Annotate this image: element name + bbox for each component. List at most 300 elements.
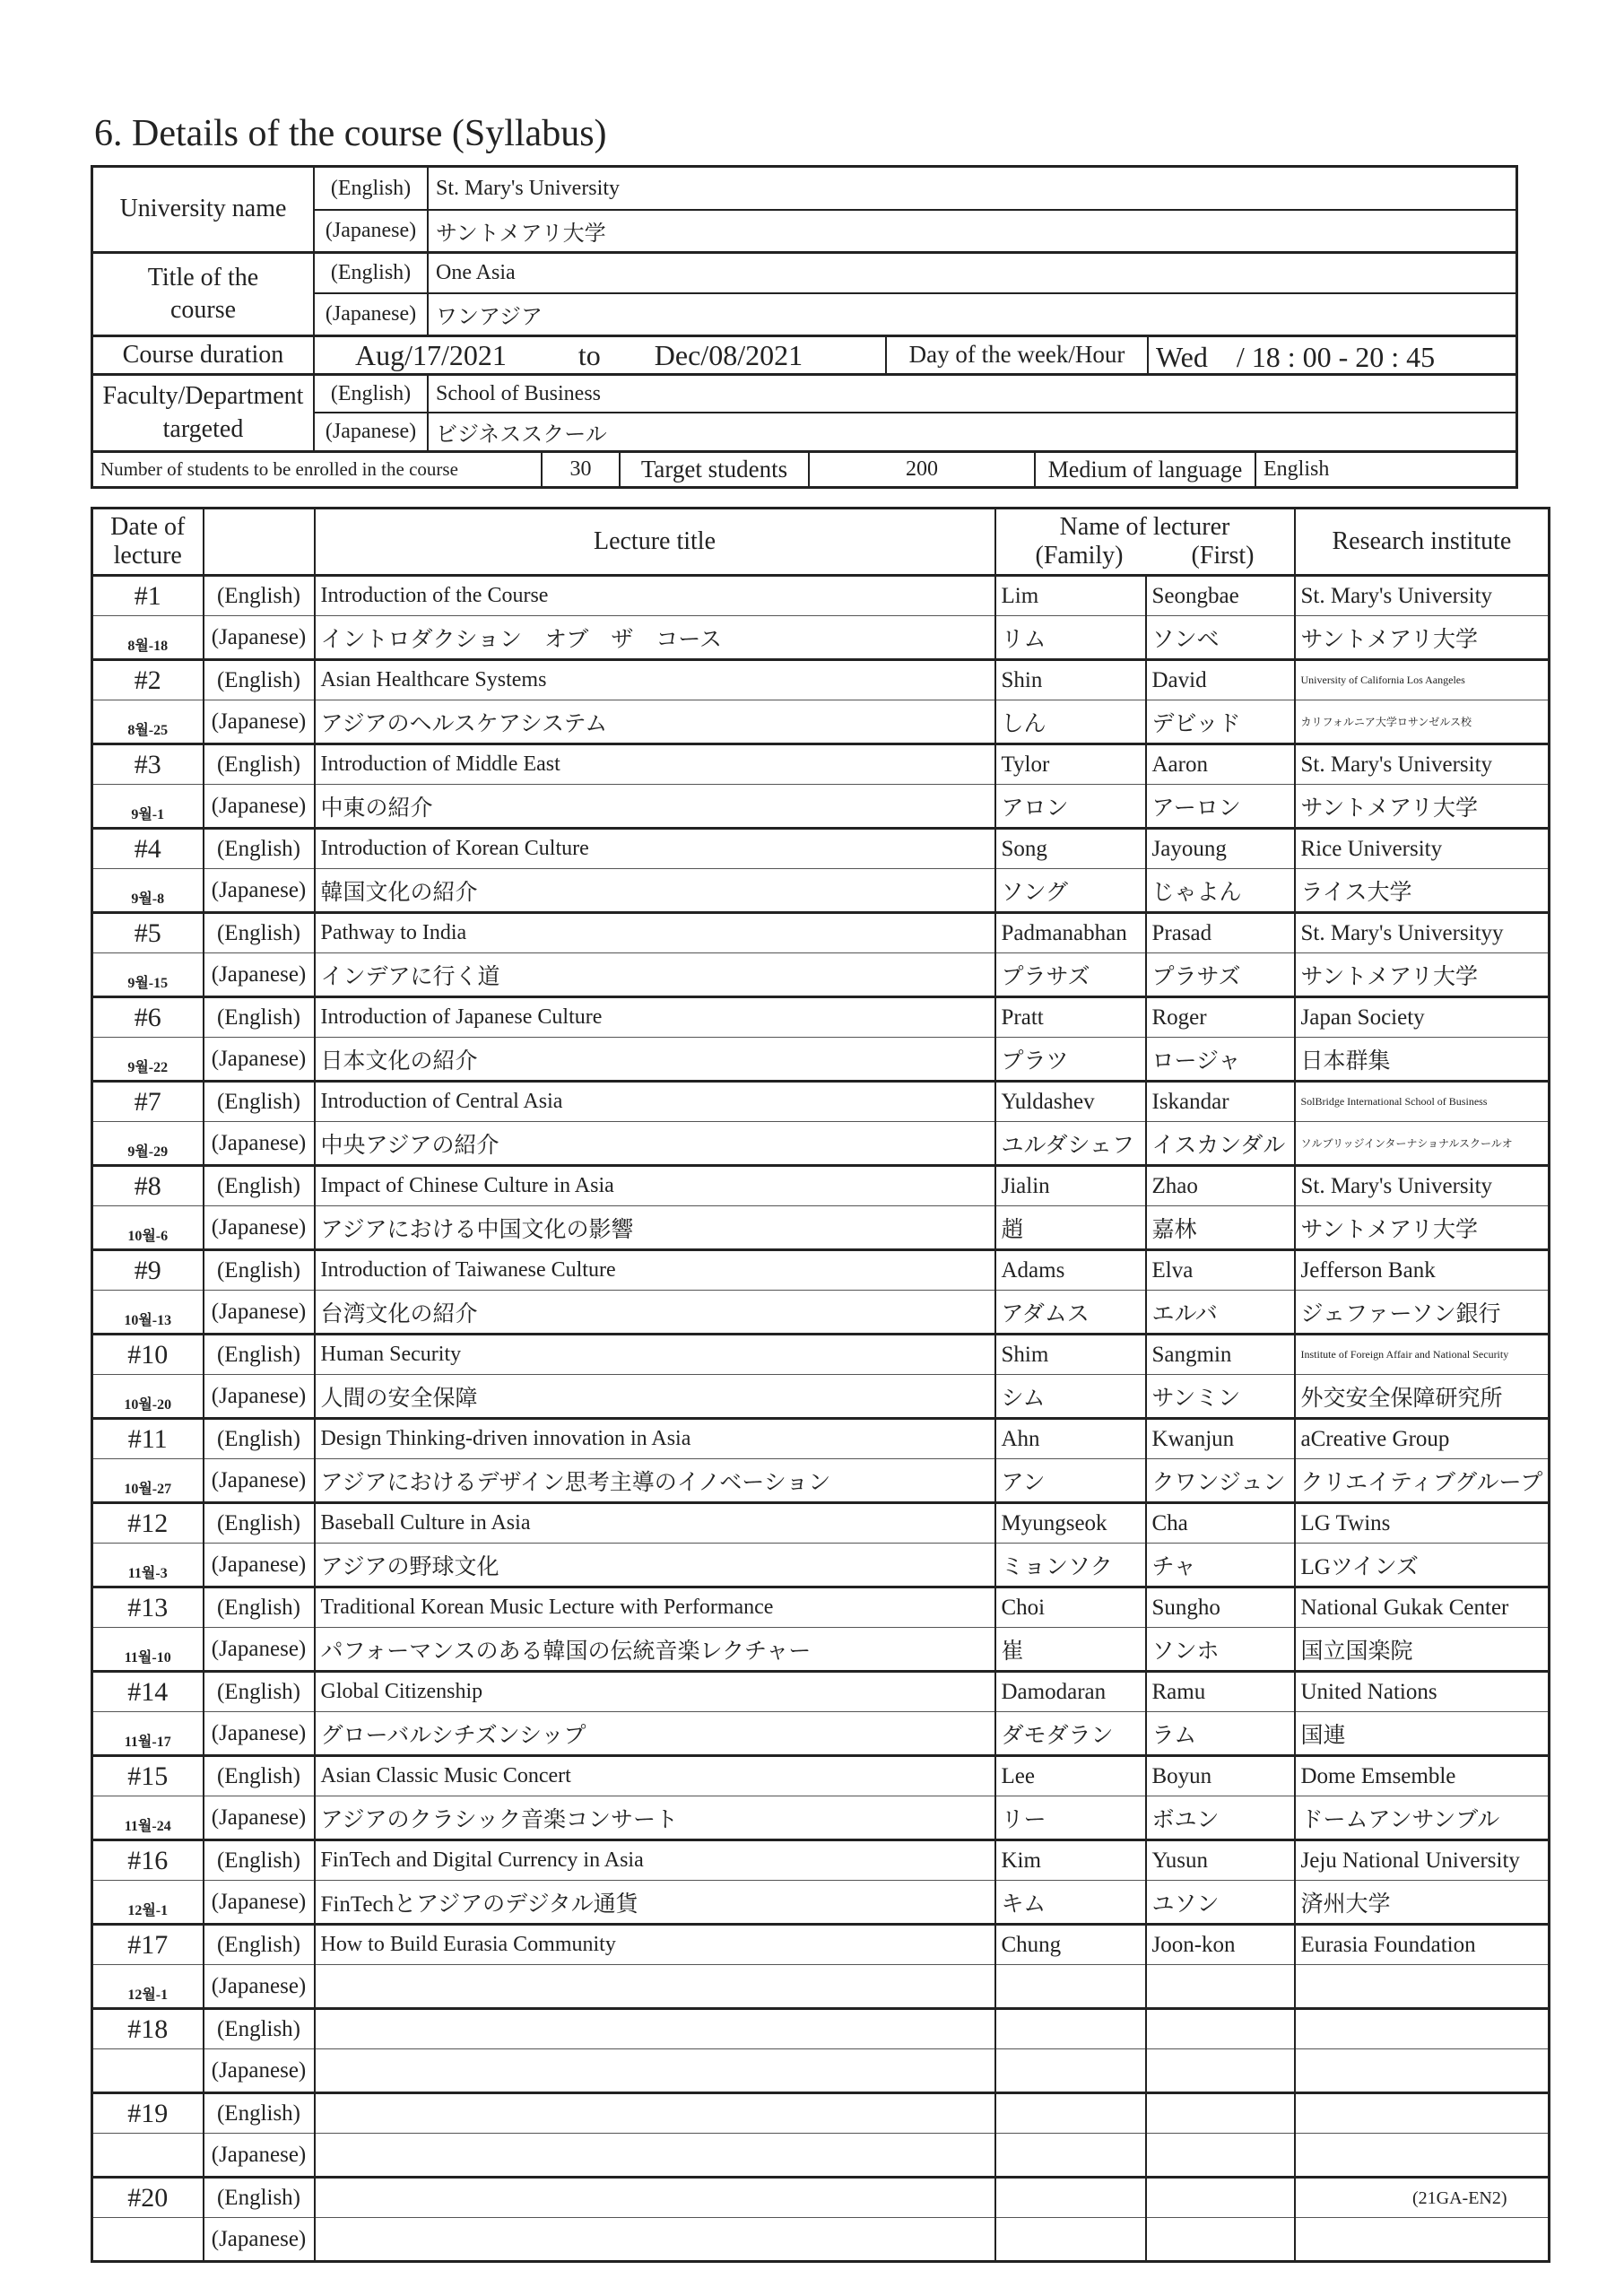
institute-en: St. Mary's Universityy xyxy=(1295,913,1550,953)
lecture-title-ja: パフォーマンスのある韓国の伝統音楽レクチャー xyxy=(315,1628,995,1672)
faculty-ja: ビジネススクール xyxy=(427,412,1515,450)
lang-label: (Japanese) xyxy=(313,209,427,251)
lecture-title-en: Global Citizenship xyxy=(315,1672,995,1712)
duration-label: Course duration xyxy=(93,335,313,373)
institute-ja: ライス大学 xyxy=(1295,869,1550,913)
lecture-row-japanese xyxy=(92,1965,1550,2009)
lecture-title-ja: グローバルシチズンシップ xyxy=(315,1712,995,1756)
lang-label: (Japanese) xyxy=(204,1122,315,1166)
lang-label: (Japanese) xyxy=(204,1206,315,1250)
lang-label: (Japanese) xyxy=(204,1712,315,1756)
language-value: English xyxy=(1255,450,1515,486)
institute-ja: 外交安全保障研究所 xyxy=(1295,1375,1550,1419)
lang-label: (English) xyxy=(204,1587,315,1628)
lecturer-first-ja: じゃよん xyxy=(1146,869,1295,913)
lecture-title-en: Pathway to India xyxy=(315,913,995,953)
lecturer-family-en: Choi xyxy=(995,1587,1146,1628)
institute-en xyxy=(1295,2009,1550,2049)
lecture-date: 8월-25 xyxy=(92,700,204,744)
lecture-date: 9월-1 xyxy=(92,785,204,829)
lang-label: (English) xyxy=(204,1925,315,1965)
lecturer-family-en: Padmanabhan xyxy=(995,913,1146,953)
lecture-row-japanese xyxy=(92,2218,1550,2262)
lecture-date: 11월-3 xyxy=(92,1544,204,1587)
lecture-title-en: Design Thinking-driven innovation in Asia xyxy=(315,1419,995,1459)
institute-ja: 日本群集 xyxy=(1295,1038,1550,1082)
lecturer-family-ja: リー xyxy=(995,1796,1146,1840)
lecture-title-en: FinTech and Digital Currency in Asia xyxy=(315,1840,995,1881)
lecturer-first-en xyxy=(1146,2178,1295,2218)
institute-en: National Gukak Center xyxy=(1295,1587,1550,1628)
institute-en: University of California Los Aangeles xyxy=(1295,660,1550,700)
lecture-title-ja: インデアに行く道 xyxy=(315,953,995,997)
lang-label: (Japanese) xyxy=(313,412,427,450)
lecturer-family-en: Lim xyxy=(995,576,1146,616)
university-en: St. Mary's University xyxy=(427,168,1515,209)
lecturer-family-ja: アロン xyxy=(995,785,1146,829)
start-date: Aug/17/2021 xyxy=(355,338,507,371)
lecture-title-ja: イントロダクション オブ ザ コース xyxy=(315,616,995,660)
lecturer-family-ja: 趙 xyxy=(995,1206,1146,1250)
lecture-number: #13 xyxy=(92,1587,204,1628)
lecture-row-english xyxy=(92,2178,1550,2218)
lecture-title-ja: 中央アジアの紹介 xyxy=(315,1122,995,1166)
lecture-title-ja: アジアのヘルスケアシステム xyxy=(315,700,995,744)
lang-label: (English) xyxy=(204,1672,315,1712)
institute-ja: サントメアリ大学 xyxy=(1295,785,1550,829)
lang-label: (English) xyxy=(204,2009,315,2049)
lang-label: (English) xyxy=(204,1419,315,1459)
lecturer-family-ja xyxy=(995,2218,1146,2262)
lecturer-first-en: David xyxy=(1146,660,1295,700)
institute-en: St. Mary's University xyxy=(1295,744,1550,785)
lecture-date: 10월-27 xyxy=(92,1459,204,1503)
lecture-row-japanese xyxy=(92,1796,1550,1840)
lang-label: (Japanese) xyxy=(204,1628,315,1672)
lecture-title-en: Introduction of Taiwanese Culture xyxy=(315,1250,995,1291)
lecture-title-ja xyxy=(315,2134,995,2178)
lecturer-first-ja: デビッド xyxy=(1146,700,1295,744)
institute-en: St. Mary's University xyxy=(1295,576,1550,616)
institute-ja xyxy=(1295,2134,1550,2178)
lecture-title-en xyxy=(315,2009,995,2049)
lang-label: (Japanese) xyxy=(204,869,315,913)
lang-label: (English) xyxy=(204,2178,315,2218)
lecture-title-ja: アジアのクラシック音楽コンサート xyxy=(315,1796,995,1840)
institute-ja: 済州大学 xyxy=(1295,1881,1550,1925)
lang-label: (English) xyxy=(313,373,427,412)
lecturer-first-en: Sungho xyxy=(1146,1587,1295,1628)
lecture-number: #3 xyxy=(92,744,204,785)
lecture-row-english xyxy=(92,576,1550,616)
institute-en: Jefferson Bank xyxy=(1295,1250,1550,1291)
institute-ja: 国連 xyxy=(1295,1712,1550,1756)
lang-label: (English) xyxy=(204,1756,315,1796)
institute-en: Dome Emsemble xyxy=(1295,1756,1550,1796)
lecturer-first-ja: チャ xyxy=(1146,1544,1295,1587)
lang-label: (English) xyxy=(204,913,315,953)
lecture-title-ja: 日本文化の紹介 xyxy=(315,1038,995,1082)
lang-label: (Japanese) xyxy=(204,2134,315,2178)
institute-en: SolBridge International School of Business xyxy=(1295,1082,1550,1122)
header-lecturer xyxy=(995,509,1295,576)
duration-dates xyxy=(313,335,885,373)
lecture-row-japanese xyxy=(92,1712,1550,1756)
institute-en: aCreative Group xyxy=(1295,1419,1550,1459)
institute-ja: ドームアンサンブル xyxy=(1295,1796,1550,1840)
lecture-title-ja: 韓国文化の紹介 xyxy=(315,869,995,913)
lecturer-first-ja xyxy=(1146,2049,1295,2093)
end-date: Dec/08/2021 xyxy=(654,338,803,371)
institute-en: LG Twins xyxy=(1295,1503,1550,1544)
lecture-date: 10월-13 xyxy=(92,1291,204,1335)
header-first: (First) xyxy=(1191,542,1255,570)
lecturer-family-ja: アダムス xyxy=(995,1291,1146,1335)
lecturer-family-en: Pratt xyxy=(995,997,1146,1038)
lecturer-first-ja: イスカンダル xyxy=(1146,1122,1295,1166)
lecturer-family-ja: しん xyxy=(995,700,1146,744)
lang-label: (English) xyxy=(204,1082,315,1122)
institute-ja: サントメアリ大学 xyxy=(1295,616,1550,660)
course-title-en: One Asia xyxy=(427,251,1515,292)
institute-ja: LGツインズ xyxy=(1295,1544,1550,1587)
lecturer-family-ja: キム xyxy=(995,1881,1146,1925)
lecturer-first-en: Prasad xyxy=(1146,913,1295,953)
lecture-number: #19 xyxy=(92,2093,204,2134)
lecturer-family-ja xyxy=(995,1965,1146,2009)
lang-label: (English) xyxy=(204,744,315,785)
lecture-row-japanese xyxy=(92,1038,1550,1082)
lecturer-family-en xyxy=(995,2009,1146,2049)
lecturer-family-ja: ソング xyxy=(995,869,1146,913)
header-lecturer-name: Name of lecturer xyxy=(1059,512,1230,541)
lecturer-family-ja xyxy=(995,2049,1146,2093)
lecture-row-japanese xyxy=(92,1628,1550,1672)
lecturer-family-ja: ユルダシェフ xyxy=(995,1122,1146,1166)
lang-label: (English) xyxy=(313,251,427,292)
header-name-parts xyxy=(1002,542,1289,570)
lecture-row-japanese xyxy=(92,1291,1550,1335)
lecture-number: #5 xyxy=(92,913,204,953)
lecture-date: 11월-24 xyxy=(92,1796,204,1840)
lecture-title-en xyxy=(315,2178,995,2218)
lecture-number: #18 xyxy=(92,2009,204,2049)
page-title: 6. Details of the course (Syllabus) xyxy=(94,113,607,154)
lecture-number: #4 xyxy=(92,829,204,869)
lecture-title-ja xyxy=(315,2218,995,2262)
lecturer-first-ja: 嘉林 xyxy=(1146,1206,1295,1250)
lecture-title-en: Impact of Chinese Culture in Asia xyxy=(315,1166,995,1206)
institute-ja xyxy=(1295,2049,1550,2093)
header-lang xyxy=(204,509,315,576)
university-ja: サントメアリ大学 xyxy=(427,209,1515,251)
lecturer-first-ja: ソンホ xyxy=(1146,1628,1295,1672)
lecture-title-ja: アジアの野球文化 xyxy=(315,1544,995,1587)
lecturer-first-en: Cha xyxy=(1146,1503,1295,1544)
institute-en: Japan Society xyxy=(1295,997,1550,1038)
header-lecture-title: Lecture title xyxy=(315,509,995,576)
lecturer-first-en: Aaron xyxy=(1146,744,1295,785)
header-institute: Research institute xyxy=(1295,509,1550,576)
lecture-title-en: Asian Classic Music Concert xyxy=(315,1756,995,1796)
lecturer-first-ja: クワンジュン xyxy=(1146,1459,1295,1503)
course-title-ja: ワンアジア xyxy=(427,292,1515,335)
lecture-row-japanese xyxy=(92,785,1550,829)
lecture-table xyxy=(91,507,1550,2263)
lecture-row-english xyxy=(92,1082,1550,1122)
lecture-row-japanese xyxy=(92,1122,1550,1166)
lecturer-first-en: Zhao xyxy=(1146,1166,1295,1206)
lecturer-family-en: Shin xyxy=(995,660,1146,700)
lecture-row-japanese xyxy=(92,616,1550,660)
lecture-row-japanese xyxy=(92,869,1550,913)
lang-label: (Japanese) xyxy=(313,292,427,335)
lang-label: (English) xyxy=(204,829,315,869)
lecture-row-english xyxy=(92,1250,1550,1291)
lang-label: (Japanese) xyxy=(204,700,315,744)
lecturer-family-en: Kim xyxy=(995,1840,1146,1881)
lang-label: (English) xyxy=(313,168,427,209)
lecture-number: #12 xyxy=(92,1503,204,1544)
lecture-title-ja: アジアにおける中国文化の影響 xyxy=(315,1206,995,1250)
institute-ja xyxy=(1295,1965,1550,2009)
lecturer-first-en: Iskandar xyxy=(1146,1082,1295,1122)
lecture-row-english xyxy=(92,1419,1550,1459)
lecture-row-english xyxy=(92,1840,1550,1881)
lecture-title-ja: 台湾文化の紹介 xyxy=(315,1291,995,1335)
lecturer-first-en: Roger xyxy=(1146,997,1295,1038)
lecture-title-en: Introduction of the Course xyxy=(315,576,995,616)
lecture-title-en: Introduction of Japanese Culture xyxy=(315,997,995,1038)
lecturer-first-en: Kwanjun xyxy=(1146,1419,1295,1459)
lang-label: (Japanese) xyxy=(204,1459,315,1503)
lecture-row-english xyxy=(92,913,1550,953)
lecture-title-en: Introduction of Korean Culture xyxy=(315,829,995,869)
lecturer-first-en xyxy=(1146,2009,1295,2049)
form-code: (21GA-EN2) xyxy=(1412,2188,1507,2208)
lecture-number: #20 xyxy=(92,2178,204,2218)
table-header-row xyxy=(92,509,1550,576)
day-hour-value: Wed / 18 : 00 - 20 : 45 xyxy=(1147,335,1515,373)
lecturer-family-en: Tylor xyxy=(995,744,1146,785)
institute-en: Rice University xyxy=(1295,829,1550,869)
lecturer-first-en: Boyun xyxy=(1146,1756,1295,1796)
language-label: Medium of language xyxy=(1034,450,1255,486)
course-title-label: Title of the course xyxy=(93,251,313,335)
lecturer-first-en: Yusun xyxy=(1146,1840,1295,1881)
lecture-title-ja: FinTechとアジアのデジタル通貨 xyxy=(315,1881,995,1925)
lecture-row-english xyxy=(92,1166,1550,1206)
lecture-date: 10월-20 xyxy=(92,1375,204,1419)
lecture-number: #15 xyxy=(92,1756,204,1796)
lang-label: (English) xyxy=(204,1250,315,1291)
lecture-row-english xyxy=(92,1672,1550,1712)
lecture-date xyxy=(92,2134,204,2178)
lecturer-family-en xyxy=(995,2178,1146,2218)
lecturer-first-ja: ボユン xyxy=(1146,1796,1295,1840)
lecture-title-en: Introduction of Central Asia xyxy=(315,1082,995,1122)
lecture-title-ja: 人間の安全保障 xyxy=(315,1375,995,1419)
lecture-row-english xyxy=(92,997,1550,1038)
lecturer-first-en: Elva xyxy=(1146,1250,1295,1291)
lecture-row-japanese xyxy=(92,1375,1550,1419)
lecture-date: 10월-6 xyxy=(92,1206,204,1250)
lecture-row-english xyxy=(92,1587,1550,1628)
lecturer-family-en: Chung xyxy=(995,1925,1146,1965)
institute-en: Jeju National University xyxy=(1295,1840,1550,1881)
lecture-number: #11 xyxy=(92,1419,204,1459)
faculty-label: Faculty/Department targeted xyxy=(93,373,313,450)
lecture-row-english xyxy=(92,1503,1550,1544)
lecturer-first-ja: アーロン xyxy=(1146,785,1295,829)
lang-label: (Japanese) xyxy=(204,1038,315,1082)
lang-label: (Japanese) xyxy=(204,1544,315,1587)
lecture-row-english xyxy=(92,1925,1550,1965)
day-hour-label: Day of the week/Hour xyxy=(885,335,1147,373)
lang-label: (English) xyxy=(204,576,315,616)
lecture-date: 12월-1 xyxy=(92,1881,204,1925)
lecture-title-ja: 中東の紹介 xyxy=(315,785,995,829)
institute-en: Institute of Foreign Affair and National Security xyxy=(1295,1335,1550,1375)
lecture-row-english xyxy=(92,2009,1550,2049)
lecturer-first-ja xyxy=(1146,2134,1295,2178)
course-info-table xyxy=(91,165,1518,489)
lang-label: (English) xyxy=(204,997,315,1038)
lang-label: (Japanese) xyxy=(204,1881,315,1925)
institute-en: United Nations xyxy=(1295,1672,1550,1712)
lecture-row-japanese xyxy=(92,1881,1550,1925)
lecture-title-en: Human Security xyxy=(315,1335,995,1375)
lang-label: (English) xyxy=(204,1503,315,1544)
lecture-number: #10 xyxy=(92,1335,204,1375)
enrolled-label: Number of students to be enrolled in the course xyxy=(93,450,541,486)
lecturer-first-en xyxy=(1146,2093,1295,2134)
lecture-date: 9월-8 xyxy=(92,869,204,913)
institute-en: Eurasia Foundation xyxy=(1295,1925,1550,1965)
lecture-date: 9월-15 xyxy=(92,953,204,997)
lecturer-family-en: Ahn xyxy=(995,1419,1146,1459)
lecture-row-japanese xyxy=(92,2134,1550,2178)
lecture-row-english xyxy=(92,1756,1550,1796)
lecture-number: #1 xyxy=(92,576,204,616)
lecture-number: #8 xyxy=(92,1166,204,1206)
lecture-number: #9 xyxy=(92,1250,204,1291)
lecture-number: #7 xyxy=(92,1082,204,1122)
university-label: University name xyxy=(119,195,287,223)
institute-en xyxy=(1295,2093,1550,2134)
lecture-row-japanese xyxy=(92,700,1550,744)
institute-ja: カリフォルニア大学ロサンゼルス校 xyxy=(1295,700,1550,744)
lang-label: (English) xyxy=(204,660,315,700)
lecturer-family-ja: プラツ xyxy=(995,1038,1146,1082)
lecture-row-english xyxy=(92,660,1550,700)
lecturer-first-ja: サンミン xyxy=(1146,1375,1295,1419)
lecture-row-japanese xyxy=(92,1459,1550,1503)
institute-ja xyxy=(1295,2218,1550,2262)
lecture-row-japanese xyxy=(92,953,1550,997)
lang-label: (Japanese) xyxy=(204,785,315,829)
lecturer-family-en: Myungseok xyxy=(995,1503,1146,1544)
faculty-en: School of Business xyxy=(427,373,1515,412)
lang-label: (English) xyxy=(204,2093,315,2134)
lecture-row-english xyxy=(92,829,1550,869)
lecturer-family-en xyxy=(995,2093,1146,2134)
lecturer-first-ja: ユソン xyxy=(1146,1881,1295,1925)
lecturer-family-en: Yuldashev xyxy=(995,1082,1146,1122)
lecturer-first-ja: プラサズ xyxy=(1146,953,1295,997)
header-date: Date of lecture xyxy=(92,509,204,576)
institute-ja: ジェファーソン銀行 xyxy=(1295,1291,1550,1335)
lecture-title-en: How to Build Eurasia Community xyxy=(315,1925,995,1965)
institute-ja: ソルブリッジインターナショナルスクールオ xyxy=(1295,1122,1550,1166)
lecture-title-en: Baseball Culture in Asia xyxy=(315,1503,995,1544)
lecturer-family-en: Song xyxy=(995,829,1146,869)
lang-label: (English) xyxy=(204,1840,315,1881)
lang-label: (Japanese) xyxy=(204,1375,315,1419)
lecture-row-japanese xyxy=(92,1544,1550,1587)
lang-label: (Japanese) xyxy=(204,1291,315,1335)
lang-label: (English) xyxy=(204,1335,315,1375)
lecturer-first-ja xyxy=(1146,1965,1295,2009)
lecturer-family-ja: ミョンソク xyxy=(995,1544,1146,1587)
lecture-date: 12월-1 xyxy=(92,1965,204,2009)
lecturer-family-ja: アン xyxy=(995,1459,1146,1503)
lecturer-first-ja: ラム xyxy=(1146,1712,1295,1756)
lang-label: (Japanese) xyxy=(204,616,315,660)
lecture-date: 9월-22 xyxy=(92,1038,204,1082)
lang-label: (Japanese) xyxy=(204,2218,315,2262)
lecture-title-en: Asian Healthcare Systems xyxy=(315,660,995,700)
lecture-title-ja: アジアにおけるデザイン思考主導のイノベーション xyxy=(315,1459,995,1503)
lecture-date: 9월-29 xyxy=(92,1122,204,1166)
institute-ja: 国立国楽院 xyxy=(1295,1628,1550,1672)
target-label: Target students xyxy=(619,450,808,486)
lecture-date: 8월-18 xyxy=(92,616,204,660)
lecture-date xyxy=(92,2218,204,2262)
lecture-number: #17 xyxy=(92,1925,204,1965)
lecturer-family-ja: ダモダラン xyxy=(995,1712,1146,1756)
lecture-title-en: Traditional Korean Music Lecture with Performance xyxy=(315,1587,995,1628)
lang-label: (Japanese) xyxy=(204,2049,315,2093)
institute-ja: サントメアリ大学 xyxy=(1295,1206,1550,1250)
lecture-title-ja xyxy=(315,2049,995,2093)
lecturer-first-ja: ロージャ xyxy=(1146,1038,1295,1082)
lecturer-first-en: Jayoung xyxy=(1146,829,1295,869)
lecturer-family-ja: プラサズ xyxy=(995,953,1146,997)
lecturer-family-en: Damodaran xyxy=(995,1672,1146,1712)
lecture-row-english xyxy=(92,744,1550,785)
institute-ja: クリエイティブグループ xyxy=(1295,1459,1550,1503)
lecturer-first-en: Ramu xyxy=(1146,1672,1295,1712)
lang-label: (Japanese) xyxy=(204,1796,315,1840)
lecture-title-en xyxy=(315,2093,995,2134)
lecture-date: 11월-10 xyxy=(92,1628,204,1672)
lecturer-first-ja xyxy=(1146,2218,1295,2262)
lecture-row-english xyxy=(92,2093,1550,2134)
lecturer-family-en: Lee xyxy=(995,1756,1146,1796)
lecturer-family-en: Jialin xyxy=(995,1166,1146,1206)
lecturer-first-en: Seongbae xyxy=(1146,576,1295,616)
lecturer-family-en: Adams xyxy=(995,1250,1146,1291)
target-value: 200 xyxy=(808,450,1034,486)
lang-label: (Japanese) xyxy=(204,1965,315,2009)
enrolled-value: 30 xyxy=(541,450,619,486)
lecturer-family-ja: リム xyxy=(995,616,1146,660)
lecture-number: #6 xyxy=(92,997,204,1038)
lecturer-first-ja: エルバ xyxy=(1146,1291,1295,1335)
lecture-title-ja xyxy=(315,1965,995,2009)
lecturer-first-en: Joon-kon xyxy=(1146,1925,1295,1965)
